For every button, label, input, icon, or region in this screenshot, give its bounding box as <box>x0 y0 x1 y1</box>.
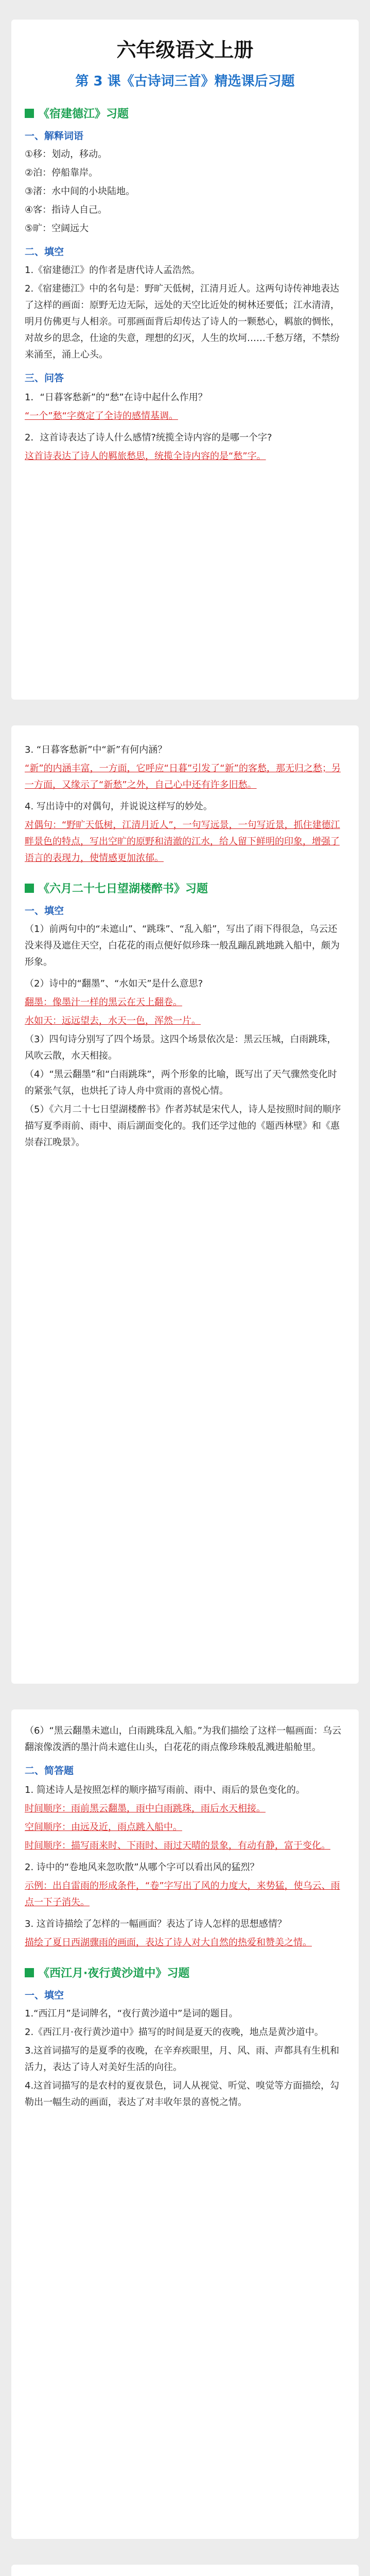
fill-item: 2.《宿建德江》中的名句是：野旷天低树，江清月近人。这两句诗传神地表达了这样的画面：原野无边无际，远处的天空比近处的树林还要低；江水清清，明月仿佛更与人相亲。可那画面背后却传达了诗人的一颗愁心，羁旅的惆怅，对故乡的思念，仕途的失意，理想的幻灭，人生的坎坷……千愁万绪，不禁纷来涌至，涌上心头。 <box>25 283 340 360</box>
sub-heading: 二、简答题 <box>25 1765 74 1776</box>
section-title: 《六月二十七日望湖楼醉书》习题 <box>38 883 208 895</box>
fill-item: （3）四句诗分别写了四个场景。这四个场景依次是：黑云压城，白雨跳珠，风吹云散，水天相接。 <box>25 1034 337 1061</box>
question: 3. 这首诗描绘了怎样的一幅画面？表达了诗人怎样的思想感情？ <box>25 1919 287 1929</box>
answer: 示例：出自雷雨的形成条件，“卷”字写出了风的力度大，来势猛，使乌云、雨点一下子消失。 <box>25 1880 340 1908</box>
answer: 空间顺序：由远及近，雨点跳入船中。 <box>25 1822 182 1833</box>
answer: “一个”愁“字奠定了全诗的感情基调。 <box>25 411 178 421</box>
sub-heading: 三、问答 <box>25 372 64 384</box>
question: 1．“日暮客愁新”的“愁”在诗中起什么作用？ <box>25 392 207 403</box>
answer: “新”的内涵丰富，一方面，它呼应“日暮”引发了“新”的客愁，那无归之愁；另一方面，又缘示了“新愁”之外，自己心中还有许多旧愁。 <box>25 763 341 790</box>
word-item: ②泊：停船靠岸。 <box>25 167 98 178</box>
page-title: 六年级语文上册 <box>116 39 254 61</box>
card-xijiangyue-questions <box>11 2565 359 2576</box>
answer: 水如天：远远望去，水天一色，浑然一片。 <box>25 1015 201 1026</box>
section-heading <box>25 880 345 896</box>
question: 1. 简述诗人是按照怎样的顺序描写雨前、雨中、雨后的景色变化的。 <box>25 1785 305 1795</box>
sub-heading: 一、填空 <box>25 905 64 917</box>
answer: 翻墨：像墨汁一样的黑云在天上翻卷。 <box>25 997 182 1008</box>
answer: 描绘了夏日西湖骤雨的画面，表达了诗人对大自然的热爱和赞美之情。 <box>25 1937 312 1948</box>
question: （2）诗中的“翻墨”、“水如天”是什么意思? <box>25 978 203 989</box>
word-item: ⑤旷：空阔远大 <box>25 223 89 234</box>
square-bullet-icon <box>25 1968 34 1977</box>
word-item: ①移：划动，移动。 <box>25 149 108 160</box>
page-subtitle: 第 3 课《古诗词三首》精选课后习题 <box>75 74 295 89</box>
card-jiande-and-wanghulou <box>11 725 359 1684</box>
fill-item: （1）前两句中的“未遮山”、“跳珠”、“乱入船”，写出了雨下得很急，乌云还没来得及遮住天空，白花花的雨点便好似珍珠一般乱蹦乱跳地跳入船中，颇为形象。 <box>25 924 340 968</box>
section-title: 《宿建德江》习题 <box>38 108 129 121</box>
fill-item: （6）“黑云翻墨未遮山，白雨跳珠乱入船。”为我们描绘了这样一幅画面：乌云翻滚像泼洒的墨汁尚未遮住山头，白花花的雨点像珍珠般乱溅进船舱里。 <box>25 1725 342 1753</box>
square-bullet-icon <box>25 884 34 893</box>
card-song-jiande-jiang <box>11 20 359 700</box>
fill-item: 1.《宿建德江》的作者是唐代诗人孟浩然。 <box>25 265 201 276</box>
fill-item: （4）“黑云翻墨”和“白雨跳珠”，两个形象的比喻，既写出了天气骤然变化时的紧张气氛，也烘托了诗人舟中赏雨的喜悦心情。 <box>25 1069 337 1096</box>
fill-item: 3.这首词描写的是夏季的夜晚，在辛弃疾眼里，月、风、雨、声都具有生机和活力，表达了诗人对美好生活的向往。 <box>25 2045 340 2073</box>
square-bullet-icon <box>25 109 34 118</box>
sub-heading: 二、填空 <box>25 246 64 258</box>
question: 2．这首诗表达了诗人什么感情?统揽全诗内容的是哪一个字? <box>25 432 272 443</box>
answer: 时间顺序：雨前黑云翻墨，雨中白雨跳珠，雨后水天相接。 <box>25 1803 266 1814</box>
answer: 这首诗表达了诗人的羁旅愁思，统揽全诗内容的是“愁”字。 <box>25 451 266 462</box>
fill-item: （5）《六月二十七日望湖楼醉书》作者苏轼是宋代人，诗人是按照时间的顺序描写夏季雨前、雨中、雨后湖面变化的。我们还学过他的《题西林壁》和《惠崇春江晚景》。 <box>25 1104 341 1148</box>
answer: 时间顺序：描写雨来时、下雨时、雨过天晴的景象，有动有静，富于变化。 <box>25 1840 330 1851</box>
sub-heading: 一、解释词语 <box>25 130 84 142</box>
word-item: ③渚：水中间的小块陆地。 <box>25 186 135 197</box>
answer: 对偶句：“野旷天低树，江清月近人”，一句写远景，一句写近景，抓住建德江畔景色的特点，写出空旷的原野和清澈的江水，给人留下鲜明的印象，增强了语言的表现力，使情感更加浓郁。 <box>25 820 340 863</box>
question: 2. 诗中的“卷地风来忽吹散”从哪个字可以看出风的猛烈？ <box>25 1862 259 1873</box>
word-item: ④客：指诗人自己。 <box>25 205 108 215</box>
question: 4. 写出诗中的对偶句，并说说这样写的妙处。 <box>25 801 213 812</box>
fill-item: 2.《西江月·夜行黄沙道中》描写的时间是夏天的夜晚，地点是黄沙道中。 <box>25 2027 324 2038</box>
section-heading <box>25 1964 345 1980</box>
section-heading <box>25 105 345 121</box>
fill-item: 1.“西江月”是词牌名，“夜行黄沙道中”是词的题目。 <box>25 2008 238 2019</box>
sub-heading: 一、填空 <box>25 1990 64 2001</box>
question: 3. “日暮客愁新”中“新”有何内涵？ <box>25 744 167 755</box>
fill-item: 4.这首词描写的是农村的夏夜景色，词人从视觉、听觉、嗅觉等方面描绘，勾勒出一幅生动的画面，表达了对丰收年景的喜悦之情。 <box>25 2080 340 2108</box>
card-wanghulou-and-xijiangyue <box>11 1709 359 2539</box>
section-title: 《西江月·夜行黄沙道中》习题 <box>38 1967 190 1980</box>
